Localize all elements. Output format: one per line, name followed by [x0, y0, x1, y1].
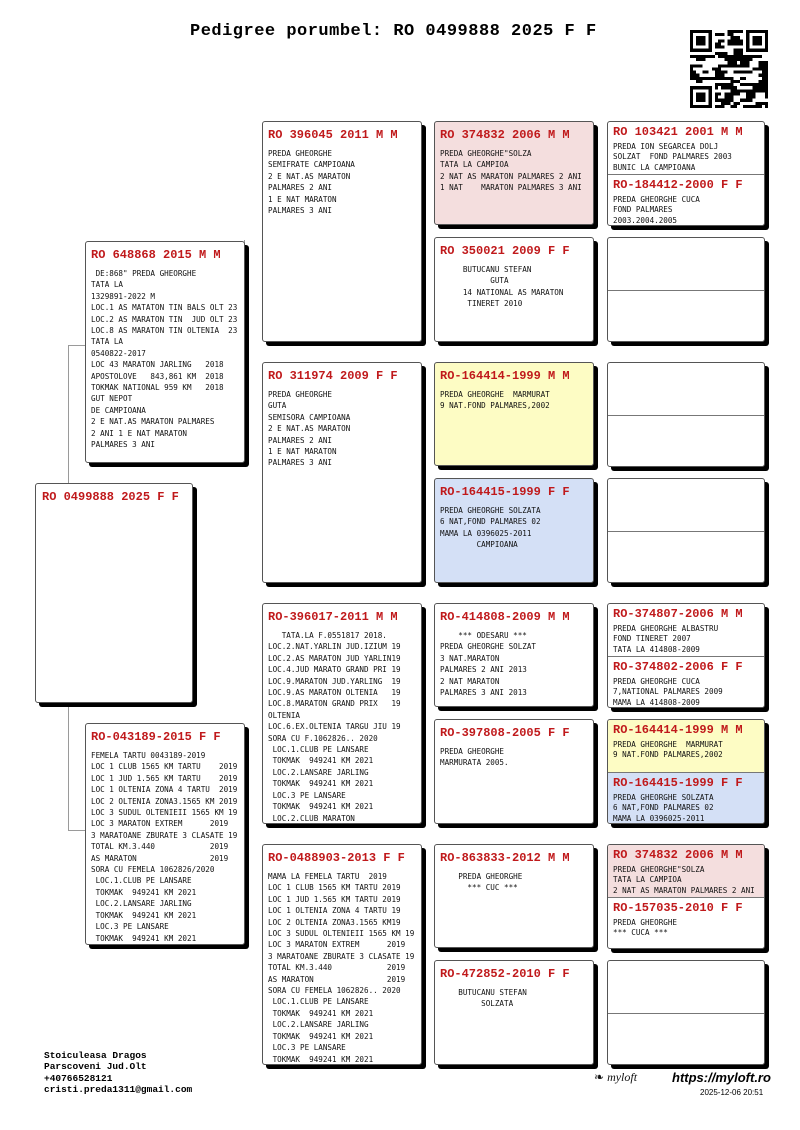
- note-line: LOC.4.JUD MARATO GRAND PRI 19: [268, 665, 401, 675]
- note-line: 2 E NAT.AS MARATON: [268, 424, 351, 434]
- note-line: PALMARES 3 ANI: [268, 206, 333, 216]
- note-line: LOC.3 PE LANSARE: [268, 790, 346, 800]
- sire-dam-card[interactable]: [262, 362, 422, 583]
- sire-sire-dam-card[interactable]: [434, 237, 594, 342]
- note-line: LOC 1 OLTENIA ZONA 4 TARTU 2019: [91, 785, 238, 795]
- gen5-half: [608, 174, 764, 226]
- note-line: 6 NAT,FOND PALMARES 02: [440, 517, 541, 527]
- qr-code: [690, 30, 768, 108]
- gen5-half: [608, 531, 764, 583]
- note-line: TOKMAK 949241 KM 2021: [91, 933, 197, 943]
- note-line: 14 NATIONAL AS MARATON: [440, 287, 564, 297]
- note-line: MAMA LA FEMELA TARTU 2019: [268, 872, 387, 881]
- myloft-logo: ❧ myloft: [594, 1070, 638, 1084]
- note-line: SOLZAT FOND PALMARES 2003: [613, 152, 732, 162]
- note-line: LOC 1 JUD 1.565 KM TARTU 2019: [91, 773, 238, 783]
- note-line: *** ODESARU ***: [440, 631, 527, 640]
- pedigree-notes: [268, 389, 416, 469]
- ring-number: RO-164415-1999 F F: [440, 485, 570, 499]
- note-line: PREDA GHEORGHE SOLZATA: [613, 793, 714, 802]
- pedigree-notes: [613, 677, 759, 708]
- connector: [244, 240, 263, 440]
- sire-dam-sire-card[interactable]: [434, 362, 594, 466]
- note-line: LOC 2 OLTENIA ZONA3.1565 KM19: [268, 917, 401, 927]
- note-line: PREDA GHEORGHE SOLZAT: [440, 642, 537, 652]
- ring-number: RO-157035-2010 F F: [613, 901, 743, 915]
- note-line: LOC 43 MARATON JARLING 2018: [91, 360, 224, 370]
- note-line: 9 NAT.FOND PALMARES,2002: [440, 401, 550, 411]
- pedigree-notes: [91, 268, 239, 451]
- gen5-half: [608, 363, 764, 415]
- connector: [244, 780, 263, 880]
- ring-number: RO 0499888 2025 F F: [42, 490, 179, 504]
- note-line: GUT NEPOT: [91, 394, 133, 404]
- note-line: SORA CU FEMELA 1062826.. 2020: [268, 986, 401, 996]
- sire-sire-sire-card[interactable]: [434, 121, 594, 225]
- note-line: LOC.1 AS MATATON TIN BALS OLT 23: [91, 303, 238, 313]
- dam-sire-card[interactable]: [262, 603, 422, 824]
- ring-number: RO-472852-2010 F F: [440, 967, 570, 981]
- gen5-card[interactable]: [607, 362, 765, 467]
- note-line: OLTENIA: [268, 710, 301, 720]
- note-line: PREDA GHEORGHE: [268, 149, 333, 158]
- note-line: LOC.2.CLUB MARATON: [268, 813, 355, 823]
- note-line: PALMARES 3 ANI: [91, 440, 156, 450]
- note-line: PREDA GHEORGHE ALBASTRU: [613, 624, 719, 633]
- note-line: PALMARES 3 ANI: [268, 458, 333, 468]
- note-line: LOC.2.LANSARE JARLING: [91, 899, 192, 909]
- note-line: 2003.2004.2005: [613, 215, 678, 225]
- sire-card[interactable]: [85, 241, 245, 463]
- pedigree-notes: [91, 750, 239, 944]
- pedigree-notes: [440, 505, 588, 551]
- note-line: PALMARES 2 ANI: [268, 435, 333, 445]
- ring-number: RO-863833-2012 M M: [440, 851, 570, 865]
- dam-dam-dam-card[interactable]: [434, 960, 594, 1065]
- note-line: FOND TINERET 2007: [613, 634, 691, 644]
- ring-number: RO-164415-1999 F F: [613, 776, 743, 790]
- gen5-half: [608, 122, 764, 174]
- pedigree-notes: [440, 987, 588, 1010]
- note-line: MARMURATA 2005.: [440, 758, 509, 768]
- note-line: TOKMAK NATIONAL 959 KM 2018: [91, 383, 224, 393]
- subject-card[interactable]: [35, 483, 193, 703]
- note-line: LOC.8 AS MARATON TIN OLTENIA 23: [91, 326, 238, 336]
- note-line: DE:868" PREDA GHEORGHE: [91, 269, 197, 278]
- note-line: LOC.2.AS MARATON JUD YARLIN19: [268, 653, 401, 663]
- sire-dam-dam-card[interactable]: [434, 478, 594, 583]
- gen5-card[interactable]: [607, 603, 765, 708]
- note-line: PREDA GHEORGHE CUCA: [613, 677, 700, 686]
- pedigree-notes: [268, 630, 416, 824]
- note-line: *** CUCA ***: [613, 928, 668, 938]
- note-line: SORA CU FEMELA 1062826/2020: [91, 865, 215, 875]
- ring-number: RO 103421 2001 M M: [613, 125, 743, 139]
- note-line: TATA LA: [91, 337, 124, 347]
- gen5-half: [608, 1013, 764, 1065]
- note-line: TATA LA CAMPIOA: [613, 875, 682, 885]
- note-line: *** CUC ***: [440, 883, 518, 893]
- note-line: 1 NAT MARATON PALMARES 3 ANI: [440, 183, 582, 193]
- gen5-half: [608, 656, 764, 708]
- ring-number: RO-164414-1999 M M: [440, 369, 570, 383]
- ring-number: RO-397808-2005 F F: [440, 726, 570, 740]
- gen5-half: [608, 961, 764, 1013]
- note-line: PREDA GHEORGHE"SOLZA: [440, 149, 532, 158]
- note-line: 1 E NAT MARATON: [268, 447, 337, 457]
- note-line: PREDA ION SEGARCEA DOLJ: [613, 142, 719, 151]
- note-line: LOC.1.CLUB PE LANSARE: [91, 876, 192, 886]
- ring-number: RO 374832 2006 M M: [613, 848, 743, 862]
- owner-phone: +40766528121: [44, 1072, 113, 1084]
- note-line: PREDA GHEORGHE: [440, 872, 523, 881]
- note-line: AS MARATON 2019: [91, 853, 229, 863]
- dam-sire-dam-card[interactable]: [434, 719, 594, 824]
- note-line: LOC 1 CLUB 1565 KM TARTU 2019: [268, 883, 401, 893]
- note-line: 2 NAT AS MARATON PALMARES 2 ANI: [440, 171, 582, 181]
- gen5-card[interactable]: [607, 960, 765, 1065]
- owner-locality: Parscoveni Jud.Olt: [44, 1061, 147, 1073]
- note-line: MAMA LA 0396025-2011: [440, 528, 532, 538]
- pedigree-notes: [268, 148, 416, 216]
- note-line: 2 NAT AS MARATON PALMARES 2 ANI: [613, 885, 755, 895]
- note-line: BUTUCANU STEFAN: [440, 988, 527, 997]
- dam-sire-sire-card[interactable]: [434, 603, 594, 707]
- note-line: TOKMAK 949241 KM 2021: [268, 1054, 374, 1064]
- note-line: PREDA GHEORGHE: [268, 390, 333, 399]
- dam-dam-card[interactable]: [262, 844, 422, 1065]
- note-line: MAMA LA 414808-2009: [613, 697, 700, 707]
- note-line: DE CAMPIOANA: [91, 405, 146, 415]
- note-line: LOC.9.AS MARATON OLTENIA 19: [268, 688, 401, 698]
- note-line: MAMA LA 0396025-2011: [613, 813, 705, 823]
- note-line: TOKMAK 949241 KM 2021: [268, 756, 374, 766]
- gen5-card[interactable]: [607, 121, 765, 226]
- note-line: TATA LA 414808-2009: [613, 644, 700, 654]
- bird-icon: ❧: [594, 1070, 605, 1084]
- ring-number: RO 374832 2006 M M: [440, 128, 570, 142]
- note-line: 2 ANI 1 E NAT MARATON: [91, 428, 188, 438]
- note-line: TINERET 2010: [440, 299, 523, 309]
- gen5-half: [608, 604, 764, 656]
- note-line: TOKMAK 949241 KM 2021: [268, 1008, 374, 1018]
- note-line: LOC 1 CLUB 1565 KM TARTU 2019: [91, 762, 238, 772]
- note-line: PALMARES 3 ANI 2013: [440, 688, 527, 698]
- gen5-card[interactable]: [607, 237, 765, 342]
- ring-number: RO-396017-2011 M M: [268, 610, 398, 624]
- note-line: TOKMAK 949241 KM 2021: [91, 887, 197, 897]
- note-line: AS MARATON 2019: [268, 974, 406, 984]
- note-line: 7,NATIONAL PALMARES 2009: [613, 687, 723, 697]
- note-line: LOC.2.LANSARE JARLING: [268, 1020, 369, 1030]
- ring-number: RO-0488903-2013 F F: [268, 851, 405, 865]
- note-line: LOC 2 OLTENIA ZONA3.1565 KM 2019: [91, 796, 238, 806]
- note-line: 2 E NAT.AS MARATON PALMARES: [91, 417, 215, 427]
- ring-number: RO 648868 2015 M M: [91, 248, 221, 262]
- gen5-half: [608, 290, 764, 342]
- note-line: FEMELA TARTU 0043189-2019: [91, 751, 206, 760]
- note-line: PREDA GHEORGHE MARMURAT: [440, 390, 550, 399]
- gen5-half: [608, 897, 764, 949]
- owner-info: [44, 1050, 192, 1096]
- ring-number: RO 350021 2009 F F: [440, 244, 570, 258]
- note-line: 3 NAT.MARATON: [440, 653, 500, 663]
- gen5-half: [608, 479, 764, 531]
- note-line: TOKMAK 949241 KM 2021: [268, 802, 374, 812]
- note-line: LOC.2.NAT.YARLIN JUD.IZIUM 19: [268, 642, 401, 652]
- note-line: TATA LA: [91, 280, 124, 290]
- note-line: LOC.6.EX.OLTENIA TARGU JIU 19: [268, 722, 401, 732]
- note-line: 2 NAT MARATON: [440, 676, 500, 686]
- ring-number: RO 396045 2011 M M: [268, 128, 398, 142]
- pedigree-notes: [613, 865, 759, 896]
- pedigree-notes: [440, 389, 588, 412]
- note-line: 6 NAT,FOND PALMARES 02: [613, 803, 714, 813]
- pedigree-notes: [440, 264, 588, 310]
- note-line: PALMARES 2 ANI: [268, 183, 333, 193]
- timestamp: 2025-12-06 20:51: [700, 1088, 764, 1097]
- gen5-card[interactable]: [607, 719, 765, 824]
- note-line: LOC 1 JUD 1.565 KM TARTU 2019: [268, 894, 401, 904]
- pedigree-notes: [613, 740, 759, 761]
- note-line: SORA CU F.1062826.. 2020: [268, 733, 378, 743]
- note-line: LOC.1.CLUB PE LANSARE: [268, 997, 369, 1007]
- note-line: TOKMAK 949241 KM 2021: [268, 779, 374, 789]
- note-line: LOC.3 PE LANSARE: [91, 922, 169, 932]
- note-line: LOC.2 AS MARATON TIN JUD OLT 23: [91, 314, 238, 324]
- note-line: LOC 3 SUDUL OLTENIEII 1565 KM 19: [268, 929, 415, 939]
- note-line: LOC.9.MARATON JUD.YARLING 19: [268, 676, 401, 686]
- pedigree-notes: [613, 142, 759, 173]
- gen5-half: [608, 415, 764, 467]
- pedigree-notes: [613, 195, 759, 226]
- note-line: GUTA: [440, 276, 509, 286]
- ring-number: RO-164414-1999 M M: [613, 723, 743, 737]
- dam-dam-sire-card[interactable]: [434, 844, 594, 948]
- note-line: LOC 3 SUDUL OLTENIEII 1565 KM 19: [91, 808, 238, 818]
- ring-number: RO-043189-2015 F F: [91, 730, 221, 744]
- note-line: SOLZATA: [440, 999, 514, 1009]
- note-line: PREDA GHEORGHE MARMURAT: [613, 740, 723, 749]
- ring-number: RO-374802-2006 F F: [613, 660, 743, 674]
- note-line: LOC 3 MARATON EXTREM 2019: [91, 819, 229, 829]
- note-line: TATA LA CAMPIOA: [440, 160, 509, 170]
- note-line: TOKMAK 949241 KM 2021: [91, 910, 197, 920]
- ring-number: RO-414808-2009 M M: [440, 610, 570, 624]
- note-line: PREDA GHEORGHE: [440, 747, 505, 756]
- gen5-card[interactable]: [607, 844, 765, 949]
- note-line: PREDA GHEORGHE CUCA: [613, 195, 700, 204]
- note-line: CAMPIOANA: [440, 540, 518, 550]
- owner-email[interactable]: cristi.preda1311@gmail.com: [44, 1084, 193, 1096]
- pedigree-notes: [440, 871, 588, 894]
- note-line: BUNIC LA CAMPIOANA: [613, 162, 696, 172]
- note-line: FOND PALMARES: [613, 205, 673, 215]
- note-line: SEMIFRATE CAMPIOANA: [268, 160, 355, 170]
- note-line: GUTA: [268, 401, 287, 411]
- gen5-card[interactable]: [607, 478, 765, 583]
- note-line: LOC.8.MARATON GRAND PRIX 19: [268, 699, 401, 709]
- gen5-half: [608, 238, 764, 290]
- note-line: LOC.1.CLUB PE LANSARE: [268, 745, 369, 755]
- ring-number: RO-374807-2006 M M: [613, 607, 743, 621]
- note-line: 1 E NAT MARATON: [268, 194, 337, 204]
- sire-sire-card[interactable]: [262, 121, 422, 342]
- gen5-half: [608, 720, 764, 772]
- pedigree-notes: [440, 746, 588, 769]
- pedigree-notes: [440, 630, 588, 698]
- note-line: PALMARES 2 ANI 2013: [440, 665, 527, 675]
- note-line: 0540822-2017: [91, 348, 146, 358]
- site-url-link[interactable]: https://myloft.ro: [672, 1070, 771, 1085]
- note-line: 1329891-2022 M: [91, 291, 156, 301]
- note-line: LOC 1 OLTENIA ZONA 4 TARTU 19: [268, 906, 401, 916]
- note-line: LOC.2.LANSARE JARLING: [268, 767, 369, 777]
- pedigree-notes: [613, 793, 759, 824]
- note-line: PREDA GHEORGHE"SOLZA: [613, 865, 705, 874]
- pedigree-notes: [268, 871, 416, 1065]
- note-line: APOSTOLOVE 843,861 KM 2018: [91, 371, 224, 381]
- page-title: Pedigree porumbel: RO 0499888 2025 F F: [190, 22, 597, 41]
- note-line: LOC 3 MARATON EXTREM 2019: [268, 940, 406, 950]
- note-line: TOKMAK 949241 KM 2021: [268, 1031, 374, 1041]
- note-line: 2 E NAT.AS MARATON: [268, 171, 351, 181]
- ring-number: RO-184412-2000 F F: [613, 178, 743, 192]
- note-line: PREDA GHEORGHE: [613, 918, 678, 927]
- note-line: TOTAL KM.3.440 2019: [91, 842, 229, 852]
- note-line: 3 MARATOANE ZBURATE 3 CLASATE 19: [268, 951, 415, 961]
- pedigree-notes: [613, 624, 759, 655]
- dam-card[interactable]: [85, 723, 245, 945]
- pedigree-notes: [613, 918, 759, 939]
- note-line: 3 MARATOANE ZBURATE 3 CLASATE 19: [91, 830, 238, 840]
- note-line: PREDA GHEORGHE SOLZATA: [440, 506, 541, 515]
- owner-name: Stoiculeasa Dragos: [44, 1050, 147, 1061]
- gen5-half: [608, 772, 764, 824]
- note-line: BUTUCANU STEFAN: [440, 265, 532, 274]
- note-line: TATA.LA F.0551817 2018.: [268, 631, 387, 640]
- pedigree-notes: [440, 148, 588, 194]
- note-line: SEMISORA CAMPIOANA: [268, 412, 351, 422]
- gen5-half: [608, 845, 764, 897]
- note-line: LOC.3 PE LANSARE: [268, 1043, 346, 1053]
- ring-number: RO 311974 2009 F F: [268, 369, 398, 383]
- note-line: TOTAL KM.3.440 2019: [268, 963, 406, 973]
- note-line: 9 NAT.FOND PALMARES,2002: [613, 750, 723, 760]
